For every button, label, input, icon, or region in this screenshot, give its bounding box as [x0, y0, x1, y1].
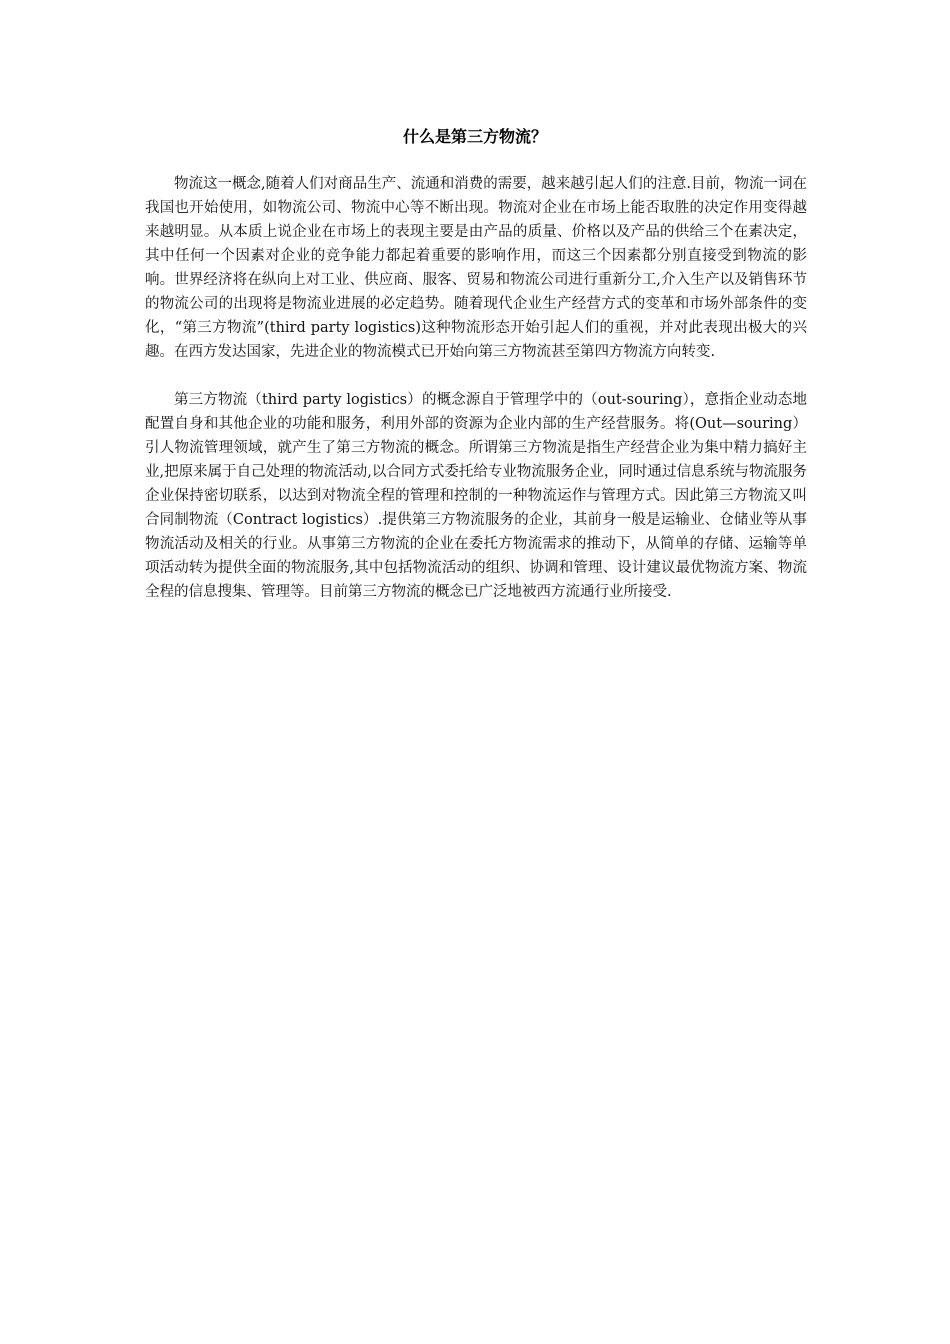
- page-title: 什么是第三方物流？: [402, 127, 547, 146]
- document-body: [145, 172, 807, 628]
- paragraph-2: 第三方物流（third party logistics）的概念源自于管理学中的（out-souring），意指企业动态地配置自身和其他企业的功能和服务，利用外部的资源为企业内部的生产经营服务。将(Out—souring）引人物流管理领域，就产生了第三方物流的概念。所谓第三方物流是指生产经营企业为集中精力搞好主业,把原来属于自己处理的物流活动,以合同方式委托给专业物流服务企业，同时通过信息系统与物流服务企业保持密切联系，以达到对物流全程的管理和控制的一种物流运作与管理方式。因此第三方物流又叫合同制物流（Contract logistics）.提供第三方物流服务的企业，其前身一般是运输业、仓储业等从事物流活动及相关的行业。从事第三方物流的企业在委托方物流需求的推动下，从简单的存储、运输等单项活动转为提供全面的物流服务,其中包括物流活动的组织、协调和管理、设计建议最优物流方案、物流全程的信息搜集、管理等。目前第三方物流的概念已广泛地被西方流通行业所接受.: [145, 392, 807, 600]
- paragraph-1: 物流这一概念,随着人们对商品生产、流通和消费的需要，越来越引起人们的注意.目前，物流一词在我国也开始使用，如物流公司、物流中心等不断出现。物流对企业在市场上能否取胜的决定作用变得越来越明显。从本质上说企业在市场上的表现主要是由产品的质量、价格以及产品的供给三个在素决定，其中任何一个因素对企业的竞争能力都起着重要的影响作用，而这三个因素都分别直接受到物流的影响。世界经济将在纵向上对工业、供应商、服客、贸易和物流公司进行重新分工,介入生产以及销售环节的物流公司的出现将是物流业进展的必定趋势。随着现代企业生产经营方式的变革和市场外部条件的变化，“第三方物流”(third party logistics)这种物流形态开始引起人们的重视，并对此表现出极大的兴趣。在西方发达国家，先进企业的物流模式已开始向第三方物流甚至第四方物流方向转变.: [145, 176, 807, 360]
